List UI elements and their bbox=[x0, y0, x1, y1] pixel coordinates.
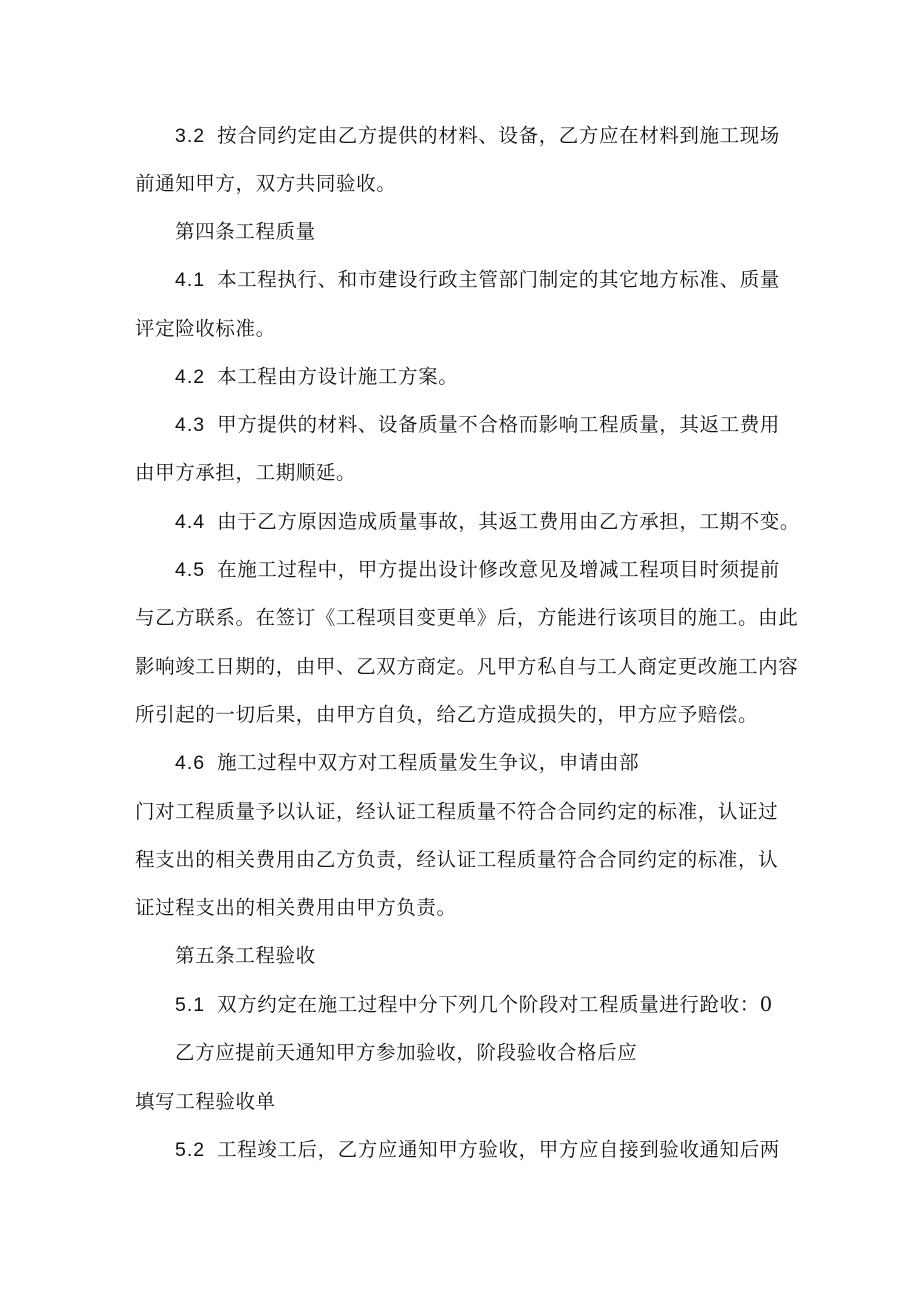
paragraph-4-6-line-4: 证过程支出的相关费用由甲方负责。 bbox=[135, 896, 457, 919]
paragraph-3-2-line-1 bbox=[175, 123, 780, 149]
paragraph-4-5-line-2: 与乙方联系。在签订《工程项目变更单》后，方能进行该项目的施工。由此 bbox=[135, 606, 799, 629]
paragraph-5-1 bbox=[175, 992, 773, 1018]
clause-text: 施工过程中双方对工程质量发生争议，申请由部 bbox=[217, 751, 640, 774]
paragraph-3-2-line-2: 前通知甲方，双方共同验收。 bbox=[135, 172, 397, 195]
clause-text: 双方约定在施工过程中分下列几个阶段对工程质量进行跄收：0 bbox=[217, 993, 773, 1016]
clause-text: 按合同约定由乙方提供的材料、设备，乙方应在材料到施工现场 bbox=[217, 124, 780, 147]
clause-number: 5.2 bbox=[175, 1139, 206, 1161]
clause-text: 由于乙方原因造成质量事故，其返工费用由乙方承担，工期不变。 bbox=[217, 510, 801, 533]
clause-number: 4.3 bbox=[175, 414, 206, 436]
paragraph-4-6-line-3: 程支出的相关费用由乙方负责，经认证工程质量符合合同约定的标准，认 bbox=[135, 848, 779, 871]
paragraph-4-5-line-3: 影响竣工日期的，由甲、乙双方商定。凡甲方私自与工人商定更改施工内容 bbox=[135, 655, 799, 678]
paragraph-4-5-line-1 bbox=[175, 557, 780, 583]
clause-number: 4.5 bbox=[175, 559, 206, 581]
section-heading-4: 第四条工程质量 bbox=[175, 220, 316, 243]
paragraph-4-3-line-1 bbox=[175, 412, 780, 438]
clause-number: 4.1 bbox=[175, 269, 206, 291]
paragraph-5-1b-line-2: 填写工程验收单 bbox=[135, 1090, 276, 1113]
paragraph-4-1-line-1 bbox=[175, 267, 780, 293]
section-heading-5: 第五条工程验收 bbox=[175, 944, 316, 967]
clause-text: 甲方提供的材料、设备质量不合格而影响工程质量，其返工费用 bbox=[217, 413, 780, 436]
clause-number: 3.2 bbox=[175, 125, 206, 147]
clause-text: 在施工过程中，甲方提出设计修改意见及增减工程项目时须提前 bbox=[217, 558, 780, 581]
clause-number: 4.4 bbox=[175, 511, 206, 533]
paragraph-4-1-line-2: 评定险收标准。 bbox=[135, 317, 276, 340]
clause-number: 4.2 bbox=[175, 366, 206, 388]
clause-text: 本工程由方设计施工方案。 bbox=[217, 365, 459, 388]
clause-number: 4.6 bbox=[175, 752, 206, 774]
paragraph-4-6-line-1 bbox=[175, 750, 639, 776]
paragraph-4-4 bbox=[175, 509, 800, 535]
paragraph-5-2 bbox=[175, 1137, 780, 1163]
paragraph-4-6-line-2: 门对工程质量予以认证，经认证工程质量不符合合同约定的标准，认证过 bbox=[135, 800, 779, 823]
paragraph-4-5-line-4: 所引起的一切后果，由甲方自负，给乙方造成损失的，甲方应予赔偿。 bbox=[135, 703, 759, 726]
paragraph-5-1b-line-1: 乙方应提前天通知甲方参加验收，阶段验收合格后应 bbox=[175, 1041, 638, 1064]
paragraph-4-2 bbox=[175, 364, 458, 390]
paragraph-4-3-line-2: 由甲方承担，工期顺延。 bbox=[135, 461, 357, 484]
clause-number: 5.1 bbox=[175, 994, 206, 1016]
clause-text: 工程竣工后，乙方应通知甲方验收，甲方应自接到验收通知后两 bbox=[217, 1138, 780, 1161]
clause-text: 本工程执行、和市建设行政主管部门制定的其它地方标准、质量 bbox=[217, 268, 780, 291]
